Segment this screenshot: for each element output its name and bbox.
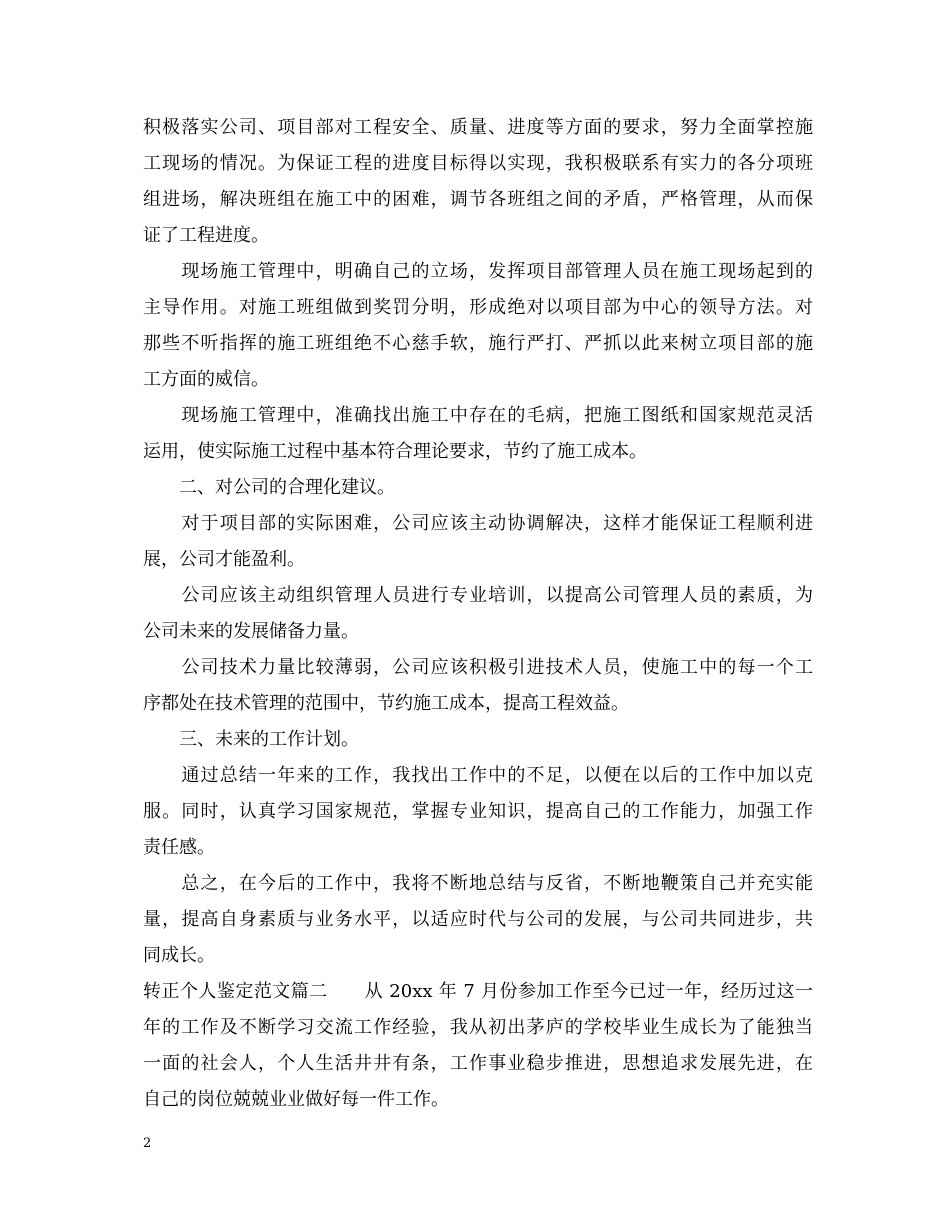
text-line: 总之，在今后的工作中，我将不断地总结与反省，不断地鞭策自己并充实能 [143,873,813,894]
text-line: 证了工程进度。 [143,225,269,246]
section-heading: 二、对公司的合理化建议。 [143,477,395,498]
text-line: 一面的社会人，个人生活井井有条，工作事业稳步推进，思想追求发展先进，在 [143,1053,813,1074]
text-line: 运用，使实际施工过程中基本符合理论要求，节约了施工成本。 [143,441,647,462]
page-number: 2 [143,1136,152,1151]
text-line: 公司未来的发展储备力量。 [143,621,359,642]
text-line: 序都处在技术管理的范围中，节约施工成本，提高工程效益。 [143,693,629,714]
text-line: 服。同时，认真学习国家规范，掌握专业知识，提高自己的工作能力，加强工作 [143,801,813,822]
text-line: 量，提高自身素质与业务水平，以适应时代与公司的发展，与公司共同进步，共 [143,909,813,930]
text-line: 对于项目部的实际困难，公司应该主动协调解决，这样才能保证工程顺利进 [143,513,813,534]
text-line: 现场施工管理中，准确找出施工中存在的毛病，把施工图纸和国家规范灵活 [143,405,813,426]
text-line: 通过总结一年来的工作，我找出工作中的不足，以便在以后的工作中加以克 [143,765,813,786]
text-line: 工方面的威信。 [143,369,269,390]
text-line: 积极落实公司、项目部对工程安全、质量、进度等方面的要求，努力全面掌控施 [143,117,813,138]
text-line: 年的工作及不断学习交流工作经验，我从初出茅庐的学校毕业生成长为了能独当 [143,1017,813,1038]
text-line: 转正个人鉴定范文篇二 从 20xx 年 7 月份参加工作至今已过一年，经历过这一 [143,981,813,1002]
text-line: 同成长。 [143,945,215,966]
text-line: 组进场，解决班组在施工中的困难，调节各班组之间的矛盾，严格管理，从而保 [143,189,813,210]
text-line: 展，公司才能盈利。 [143,549,305,570]
section-heading: 三、未来的工作计划。 [143,729,359,750]
text-line: 自己的岗位兢兢业业做好每一件工作。 [143,1089,449,1110]
text-line: 那些不听指挥的施工班组绝不心慈手软，施行严打、严抓以此来树立项目部的施 [143,333,813,354]
text-line: 现场施工管理中，明确自己的立场，发挥项目部管理人员在施工现场起到的 [143,261,813,282]
text-line: 公司应该主动组织管理人员进行专业培训，以提高公司管理人员的素质，为 [143,585,813,606]
text-line: 责任感。 [143,837,215,858]
text-line: 公司技术力量比较薄弱，公司应该积极引进技术人员，使施工中的每一个工 [143,657,813,678]
text-line: 工现场的情况。为保证工程的进度目标得以实现，我积极联系有实力的各分项班 [143,153,813,174]
text-line: 主导作用。对施工班组做到奖罚分明，形成绝对以项目部为中心的领导方法。对 [143,297,813,318]
